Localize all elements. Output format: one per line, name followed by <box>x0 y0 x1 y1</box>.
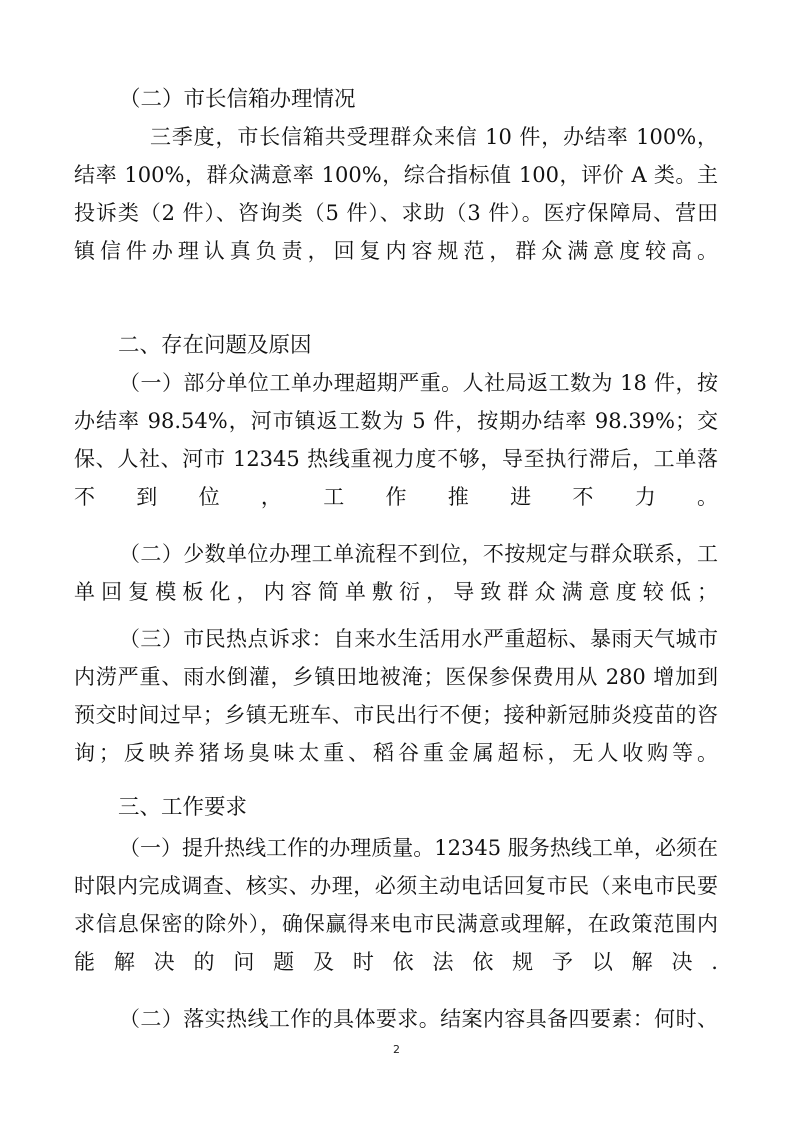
paragraph-problems-3 <box>119 626 718 652</box>
text-line: 保、人社、河市 12345 热线重视力度不够，导至执行滞后，工单落 <box>74 447 718 471</box>
text-line: 内涝严重、雨水倒灌，乡镇田地被淹；医保参保费用从 280 增加到 <box>74 665 718 689</box>
paragraph-problems-2-cont <box>74 579 718 605</box>
text-line: 能解决的问题及时依法依规予以解决. <box>74 950 718 974</box>
text-line: （三）市民热点诉求：自来水生活用水严重超标、暴雨天气城市 <box>119 627 718 651</box>
text-line: 三季度，市长信箱共受理群众来信 10 件，办结率 100%， <box>150 125 718 149</box>
text-line: 时限内完成调查、核实、办理，必须主动电话回复市民（来电市民要 <box>74 874 718 898</box>
paragraph-problems-2 <box>119 541 718 567</box>
text-line: 不到位，工作推进不力。 <box>74 485 718 509</box>
text-line: 求信息保密的除外），确保赢得来电市民满意或理解，在政策范围内 <box>74 912 718 936</box>
text-line: 结率 100%，群众满意率 100%，综合指标值 100，评价 A 类。主 <box>74 163 718 187</box>
text-line: （一）提升热线工作的办理质量。12345 服务热线工单，必须在 <box>119 836 718 860</box>
section-heading-mailbox: （二）市长信箱办理情况 <box>119 87 356 112</box>
text-line: 单回复模板化，内容简单敷衍，导致群众满意度较低； <box>74 580 718 604</box>
text-line: 预交时间过早；乡镇无班车、市民出行不便；接种新冠肺炎疫苗的咨 <box>74 703 718 727</box>
paragraph-problems-3-cont <box>74 664 718 766</box>
text-line: 投诉类（2 件）、咨询类（5 件）、求助（3 件）。医疗保障局、营田 <box>74 201 718 225</box>
paragraph-requirements-1-cont <box>74 873 718 975</box>
paragraph-mailbox-cont <box>74 162 718 264</box>
paragraph-problems-1 <box>119 370 718 396</box>
paragraph-requirements-1 <box>119 835 718 861</box>
text-line: （一）部分单位工单办理超期严重。人社局返工数为 18 件，按 <box>119 371 718 395</box>
paragraph-mailbox <box>116 124 718 150</box>
paragraph-requirements-2 <box>119 1006 718 1032</box>
section-heading-problems: 二、存在问题及原因 <box>118 333 312 358</box>
text-line: 镇信件办理认真负责，回复内容规范，群众满意度较高。 <box>74 239 718 263</box>
text-line: 办结率 98.54%，河市镇返工数为 5 件，按期办结率 98.39%；交 <box>74 409 718 433</box>
text-line: （二）少数单位办理工单流程不到位，不按规定与群众联系，工 <box>119 542 718 566</box>
page-number: 2 <box>393 1043 400 1056</box>
section-heading-requirements: 三、工作要求 <box>118 795 248 820</box>
text-line: （二）落实热线工作的具体要求。结案内容具备四要素：何时、 <box>119 1007 718 1031</box>
paragraph-problems-1-cont <box>74 408 718 510</box>
text-line: 询；反映养猪场臭味太重、稻谷重金属超标，无人收购等。 <box>74 741 718 765</box>
